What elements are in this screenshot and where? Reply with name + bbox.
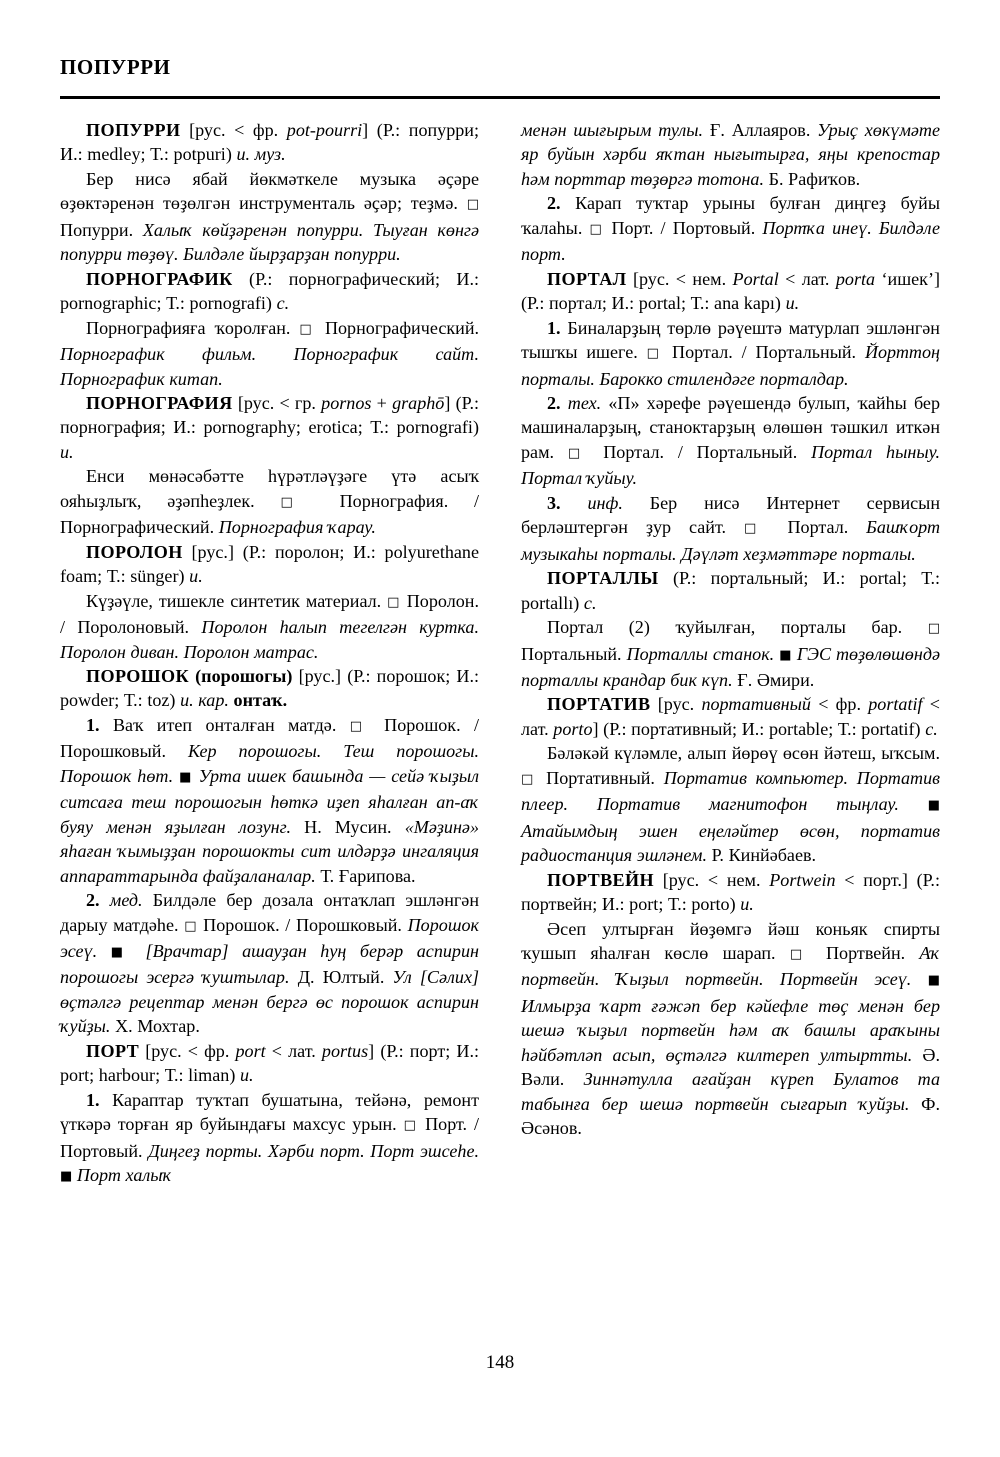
equivalents: (Р.: порнография; И.: pornography; erotica; Т.: pornografi)	[60, 392, 480, 438]
open-square-marker-icon: □	[521, 771, 538, 787]
open-square-marker-icon: □	[927, 621, 941, 637]
russian-gloss: Поролон. / Поролоновый.	[60, 590, 479, 638]
sense-number: 2.	[547, 193, 561, 214]
citation-author: Ғ. Аллаяров.	[709, 120, 811, 140]
russian-gloss: Порошок. / Порошковый.	[203, 914, 402, 935]
entry-pornografiya	[60, 391, 479, 464]
usage-examples: Порталлы станок.	[626, 643, 775, 664]
definition-text: Караптар туҡтап бушатына, тейәнә, ремонт үткәрә торған яр буйындағы махсус урын.	[60, 1089, 479, 1135]
grammar-label: и.	[60, 441, 74, 462]
filled-square-marker-icon: ■	[110, 944, 132, 960]
citation-text-continues: Порт халыҡ	[76, 1165, 173, 1186]
port-citation-continuation	[521, 118, 940, 191]
usage-examples: Кер порошогы. Теш порошогы. Порошок һөт.	[60, 741, 480, 786]
open-square-marker-icon: □	[567, 445, 590, 461]
filled-square-marker-icon: ■	[60, 1169, 73, 1185]
usage-examples: Башҡорт музыкаһы порталы. Дәүләт хеҙмәттәре порталы.	[521, 517, 941, 564]
headword: ПОРТВЕЙН	[547, 869, 654, 890]
grammar-label: с.	[276, 293, 290, 314]
russian-gloss: Портальный.	[521, 643, 622, 664]
russian-gloss: Порошок. / Порошковый.	[60, 714, 480, 762]
russian-gloss: Портал. / Портальный.	[603, 441, 798, 462]
etymology: [рус. < нем. Portwein < порт.]	[662, 869, 908, 890]
entry-portvein	[521, 868, 940, 917]
citation-text: Илмырҙа ҡарт ғәжәп бер кәйефле төҫ менән бер шешә ҡыҙыл портвейн һәм аҡ башлы араҡыны һәйбәтләп асып, өҫтәлгә килтереп ултыртты.	[521, 995, 940, 1065]
citation-author: Х. Мохтар.	[115, 1016, 200, 1037]
citation-author: Р. Кинйәбаев.	[711, 845, 817, 866]
page-number: 148	[485, 1352, 515, 1373]
equivalents: (Р.: попурри; И.: medley; Т.: potpuri)	[60, 120, 480, 165]
headword: ПОРОШОК	[86, 665, 190, 686]
open-square-marker-icon: □	[280, 494, 314, 510]
entry-porolon	[60, 540, 479, 589]
grammar-label: с.	[583, 592, 597, 613]
citation-text: ГЭС төҙөлөшөндә порталлы крандар бик күп.	[521, 643, 941, 690]
entry-pornografiya-definition	[60, 464, 479, 539]
filled-square-marker-icon: ■	[927, 798, 940, 814]
sense-number: 1.	[86, 1089, 100, 1110]
sense-label: мед.	[109, 890, 143, 911]
definition-text: Күҙәүле, тишекле синтетик материал.	[86, 590, 382, 611]
filled-square-marker-icon: ■	[779, 647, 792, 663]
citation-author: Ғ. Әмири.	[737, 669, 815, 690]
open-square-marker-icon: □	[403, 1118, 419, 1134]
entry-portally	[521, 566, 940, 615]
open-square-marker-icon: □	[184, 918, 198, 934]
citation-text: «Мәҙинә» яһаған ҡымыҙҙан порошокты сит илдәрҙә ингаляция аппараттарында файҙаланалар.	[60, 816, 480, 886]
sense-number: 2.	[547, 392, 561, 413]
citation-text: Ул [Сәлих] өҫтәлгә рецептар менән бергә өс порошок аспирин ҡуйҙы.	[60, 967, 480, 1037]
headword: ПОРТАТИВ	[547, 694, 651, 715]
definition-text: Порнографияға ҡоролған.	[86, 317, 291, 338]
headword: ПОРТАЛ	[547, 268, 627, 289]
entry-portvein-definition	[521, 917, 940, 1141]
usage-examples: Халыҡ көйҙәренән попурри. Тыуған көнгә попурри төҙөү. Билдәле йырҙарҙан попурри.	[60, 219, 480, 265]
sense-number: 3.	[547, 492, 561, 513]
etymology: [рус. < фр. pot-pourri]	[189, 120, 369, 140]
entry-porolon-definition	[60, 589, 479, 664]
open-square-marker-icon: □	[789, 946, 812, 962]
grammar-label: и.	[189, 566, 203, 587]
russian-gloss: Портал.	[787, 517, 849, 538]
citation-text: [Врачтар] ашауҙан һуң берәр аспирин порошогы эсергә ҡуштылар.	[60, 940, 479, 988]
usage-examples: Портатив компьютер. Портатив плеер. Портатив магнитофон тыңлау.	[521, 767, 941, 815]
filled-square-marker-icon: ■	[927, 973, 941, 989]
citation-author: Б. Рафиҡов.	[768, 168, 861, 189]
entry-popurri-definition	[60, 167, 479, 267]
russian-gloss: Порнографический.	[324, 317, 480, 338]
headword: ПОРОЛОН	[86, 541, 183, 562]
russian-gloss: Порт. / Портовый.	[60, 1114, 479, 1161]
entry-poroshok-sense-1	[60, 713, 479, 888]
definition-text: Бер нисә ябай йөкмәткеле музыка әҫәре өҙөктәренән төҙөлгән инструменталь әҫәр; теҙмә.	[60, 168, 479, 214]
grammar-label: с.	[925, 718, 938, 739]
entry-portally-definition	[521, 615, 940, 692]
entry-port-sense-1	[60, 1088, 479, 1190]
grammar-label: и.	[740, 894, 754, 915]
citation-author: Ф. Әсәнов.	[521, 1093, 940, 1139]
equivalents: (Р.: портальный; И.: portal; Т.: portallı)	[521, 568, 940, 613]
citation-author: Ә. Вәли.	[521, 1044, 941, 1090]
usage-examples: Диңгеҙ порты. Хәрби порт. Порт эшсеһе.	[148, 1140, 480, 1161]
usage-examples: Порошок эсеү.	[60, 914, 479, 961]
entry-portal	[521, 267, 940, 316]
definition-text: «П» хәрефе рәүешендә булып, ҡайһы бер машиналарҙың, станоктарҙың өлөшөн тәшкил иткән рам.	[521, 392, 940, 462]
usage-examples: Поролон һалып тегелгән куртка. Поролон диван. Поролон матрас.	[60, 617, 480, 662]
open-square-marker-icon: □	[349, 718, 371, 734]
equivalents: (Р.: порошок; И.: powder; Т.: toz)	[60, 665, 480, 711]
entry-pornografik-definition	[60, 316, 479, 391]
header-divider-rule	[60, 96, 940, 99]
entry-port-sense-2	[521, 191, 940, 266]
sense-number: 1.	[547, 317, 561, 338]
definition-text: Биналарҙың төрлө рәүештә матурлап эшләнгән тышҡы ишеге.	[521, 317, 940, 363]
russian-gloss: Порнография. / Порнографический.	[60, 490, 480, 538]
grammar-label: и.	[240, 1065, 254, 1086]
left-column	[60, 118, 479, 1318]
right-column	[521, 118, 940, 1318]
open-square-marker-icon: □	[743, 521, 770, 537]
entry-poroshok	[60, 664, 479, 713]
sense-label: инф.	[587, 492, 623, 513]
cross-reference: онтаҡ.	[233, 690, 288, 711]
equivalents: (Р.: порнографический; И.: pornographic; Т.: pornografi)	[60, 268, 479, 314]
open-square-marker-icon: □	[589, 221, 605, 237]
etymology: [рус.]	[298, 665, 342, 686]
headword: ПОПУРРИ	[86, 120, 181, 140]
headword: ПОРТАЛЛЫ	[547, 568, 659, 589]
usage-examples: Порнографик фильм. Порнографик сайт. Порнографик китап.	[60, 344, 479, 389]
sense-number: 2.	[86, 890, 100, 911]
citation-author: Т. Ғарипова.	[320, 865, 416, 886]
definition-text: Билдәле бер дозала онтаҡлап эшләнгән дарыу матдәһе.	[60, 890, 480, 935]
headword: ПОРНОГРАФИЯ	[86, 392, 233, 413]
sense-number: 1.	[86, 714, 100, 735]
usage-examples: Аҡ портвейн. Ҡыҙыл портвейн. Портвейн эсеү.	[521, 942, 941, 990]
open-square-marker-icon: □	[299, 321, 316, 337]
etymology: [рус. < нем. Portal < лат. porta ‘ишек’]	[632, 268, 940, 289]
citation-author: Д. Юлтый.	[297, 967, 385, 988]
entry-portal-sense-2	[521, 391, 940, 491]
grammar-label: и. кар.	[180, 690, 229, 711]
russian-gloss: Порт. / Портовый.	[611, 217, 756, 238]
usage-examples: Портҡа инеү. Билдәле порт.	[521, 217, 941, 265]
citation-text: Урта ишек башында — сейә ҡыҙыл ситсаға теш порошогын һөткә иҙеп яһалған ап-аҡ буяу менән яҙылған лозунг.	[60, 765, 480, 837]
citation-text: менән шығырым тулы.	[521, 120, 704, 140]
definition-text: Енси мөнәсәбәтте һүрәтләүҙәге үтә асыҡ ояһыҙлыҡ, әҙәпһеҙлек.	[60, 466, 479, 511]
entry-portal-sense-1	[521, 316, 940, 391]
headword: ПОРТ	[86, 1040, 140, 1061]
grammar-label: и.	[785, 293, 800, 314]
sense-label: тех.	[567, 392, 602, 413]
running-head: ПОПУРРИ	[60, 55, 171, 79]
entry-poroshok-sense-2	[60, 888, 479, 1039]
definition-text: Карап туҡтар урыны булған диңгеҙ буйы ҡалаһы.	[521, 193, 941, 238]
etymology: [рус. < фр. port < лат. portus]	[145, 1040, 375, 1061]
entry-popurri	[60, 118, 479, 167]
entry-portal-sense-3	[521, 491, 940, 566]
entry-portativ-definition	[521, 741, 940, 867]
russian-gloss: Портвейн.	[825, 942, 906, 963]
etymology: [рус. < гр. pornos + graphō]	[237, 392, 451, 413]
etymology: [рус. портативный < фр. portatif < лат. porto]	[521, 694, 940, 739]
two-column-body	[60, 118, 940, 1318]
citation-text: Урыҫ хөкүмәте яр буйын хәрби яҡтан нығытырға, яңы крепостар һәм порттар төҙөргә тотона.	[521, 120, 941, 189]
open-square-marker-icon: □	[387, 594, 401, 610]
definition-text: Бер нисә Интернет сервисын берләштергән ҙур сайт.	[521, 492, 941, 538]
equivalents: (Р.: портативный; И.: portable; Т.: portatif)	[603, 718, 921, 739]
usage-examples: Портал һыныу. Портал ҡуйыу.	[521, 441, 940, 489]
russian-gloss: Попурри.	[60, 219, 134, 240]
entry-port	[60, 1039, 479, 1088]
usage-examples: Порнография ҡарау.	[218, 517, 376, 538]
russian-gloss: Портал. / Портальный.	[672, 342, 857, 363]
equivalents: (Р.: поролон; И.: polyurethane foam; Т.: sünger)	[60, 541, 480, 587]
citation-author: Н. Мусин.	[304, 816, 392, 837]
russian-gloss: Портативный.	[546, 767, 655, 788]
open-square-marker-icon: □	[466, 197, 479, 213]
citation-text: Зиннәтулла ағайҙан күреп Булатов та табынға бер шешә портвейн сығарып ҡуйҙы.	[521, 1069, 940, 1114]
etymology: [рус.]	[191, 541, 234, 562]
definition-text: Ваҡ итеп онталған матдә.	[112, 714, 337, 735]
filled-square-marker-icon: ■	[179, 769, 193, 785]
equivalents: (Р.: портал; И.: portal; Т.: ana kapı)	[521, 293, 781, 314]
definition-text: Портал (2) ҡуйылған, порталы бар.	[547, 617, 903, 638]
open-square-marker-icon: □	[646, 346, 664, 362]
grammar-label: и. муз.	[236, 144, 286, 165]
entry-portativ	[521, 692, 940, 741]
headword: ПОРНОГРАФИК	[86, 268, 233, 289]
entry-pornografik	[60, 267, 479, 316]
definition-text: Бәләкәй күләмле, алып йөрөү өсөн йәтеш, ыҡсым.	[547, 743, 940, 764]
equivalents: (Р.: порт; И.: port; harbour; Т.: liman)	[60, 1040, 480, 1086]
headword-inflected-form: (порошогы)	[195, 665, 293, 686]
equivalents: (Р.: портвейн; И.: port; Т.: porto)	[521, 869, 940, 915]
citation-text: Атайымдың эшен еңеләйтер өсөн, портатив радиостанция эшләнем.	[521, 820, 940, 866]
definition-text: Әсеп ултырған йөҙөмгә йәш коньяк спирты ҡушып яһалған көслө шарап.	[521, 918, 940, 963]
usage-examples: Йорттоң порталы. Барокко стилендәге порталдар.	[521, 342, 941, 389]
